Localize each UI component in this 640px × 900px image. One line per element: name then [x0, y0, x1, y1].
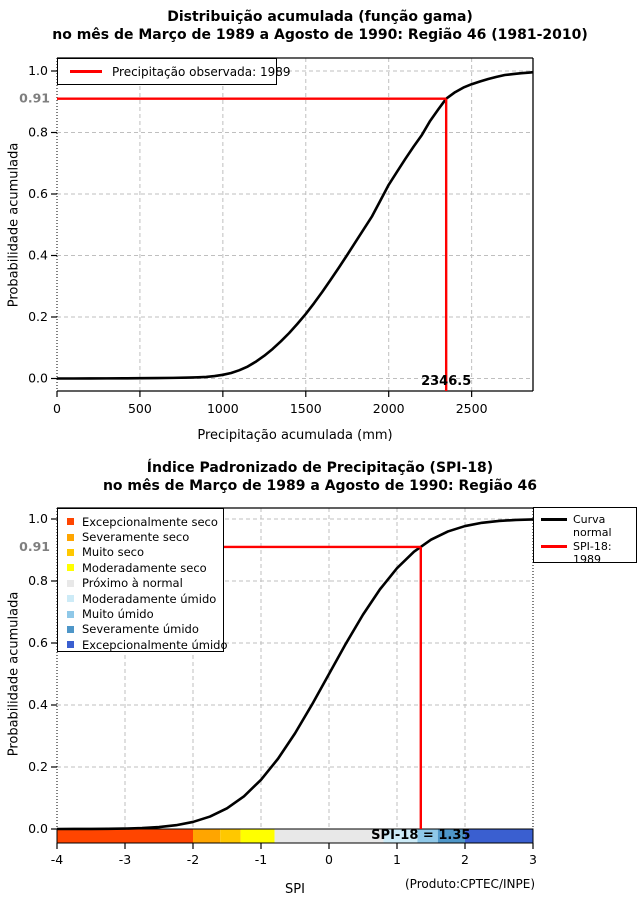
category-legend-item: [67, 591, 223, 606]
category-color-swatch: [67, 611, 74, 618]
category-legend-item: [67, 560, 223, 575]
y-tick-label: 0.2: [28, 759, 48, 774]
spi-colorbar-band: [241, 829, 275, 843]
x-tick-label: 2: [461, 852, 469, 867]
spi-value-annotation: SPI-18 = 1.35: [371, 828, 471, 843]
category-legend-label: Excepcionalmente úmido: [82, 637, 228, 652]
x-tick-label: 2500: [455, 401, 488, 416]
x-tick-label: 500: [127, 401, 152, 416]
category-color-swatch: [67, 534, 74, 541]
y-tick-label: 0.8: [28, 124, 48, 140]
bottom-chart-title-line1: Índice Padronizado de Precipitação (SPI-18): [146, 460, 494, 476]
y-tick-label: 1.0: [28, 511, 48, 526]
category-legend-label: Excepcionalmente seco: [82, 514, 218, 529]
y-tick-label: 0.8: [28, 573, 48, 588]
spi-legend-label: SPI-18: 1989: [573, 540, 612, 566]
bottom-x-axis-label: SPI: [285, 882, 305, 897]
top-chart-title-line1: Distribuição acumulada (função gama): [167, 9, 473, 25]
spi-colorbar-band: [465, 829, 533, 843]
y-tick-label: 0.4: [28, 247, 48, 263]
normal-curve-legend-item: [541, 513, 636, 539]
normal-curve-legend-line: [541, 518, 567, 521]
x-tick-label: 1: [393, 852, 401, 867]
spi-legend-line: [541, 545, 567, 548]
category-legend-item: [67, 529, 223, 544]
y-tick-label: 0.0: [28, 821, 48, 836]
category-color-swatch: [67, 641, 74, 648]
spi-colorbar-band: [57, 829, 193, 843]
spi-colorbar-band: [275, 829, 384, 843]
x-tick-label: -4: [50, 852, 64, 867]
x-tick-label: 0: [53, 401, 61, 416]
observed-precip-legend-line: [70, 70, 102, 73]
top-y-axis-label: Probabilidade acumulada: [6, 142, 22, 308]
y-tick-label: 0.6: [28, 635, 48, 650]
category-legend-item: [67, 514, 223, 529]
category-color-swatch: [67, 580, 74, 587]
category-color-swatch: [67, 564, 74, 571]
x-tick-label: 1500: [289, 401, 322, 416]
spi-category-legend-box: [57, 508, 228, 652]
y-tick-label: 0.6: [28, 186, 48, 201]
category-legend-label: Muito seco: [82, 545, 145, 560]
bottom-y-axis-label: Probabilidade acumulada: [6, 591, 22, 757]
category-legend-label: Moderadamente seco: [82, 560, 207, 575]
x-tick-label: 3: [529, 852, 537, 867]
prob-091-label-top: 0.91: [19, 90, 50, 106]
spi-colorbar-band: [193, 829, 220, 843]
top-x-axis-label: Precipitação acumulada (mm): [197, 428, 393, 443]
observed-precip-legend-label: Precipitação observada: 1989: [112, 64, 291, 79]
category-legend-item: [67, 606, 223, 621]
category-legend-item: [67, 637, 228, 652]
x-tick-label: -2: [186, 852, 200, 867]
category-legend-item: [67, 545, 223, 560]
spi-legend-item: [541, 540, 636, 566]
product-credit: (Produto:CPTEC/INPE): [405, 877, 535, 891]
category-legend-item: [67, 576, 223, 591]
top-chart-title-line2: no mês de Março de 1989 a Agosto de 1990: Região 46 (1981-2010): [52, 27, 588, 43]
category-legend-label: Próximo à normal: [82, 576, 183, 591]
x-tick-label: 0: [325, 852, 333, 867]
category-color-swatch: [67, 518, 74, 525]
category-legend-label: Muito úmido: [82, 607, 154, 622]
x-tick-label: -1: [254, 852, 268, 867]
bottom-chart-title-line2: no mês de Março de 1989 a Agosto de 1990: Região 46: [102, 478, 538, 494]
x-tick-label: 2000: [372, 401, 405, 416]
top-highlight-value-label: 2346.5: [421, 374, 472, 389]
gamma-cdf-curve: [57, 72, 533, 378]
y-tick-label: 0.2: [28, 309, 48, 324]
normal-curve-legend-label: Curva normal: [573, 513, 612, 539]
y-tick-label: 0.4: [28, 697, 48, 712]
category-color-swatch: [67, 626, 74, 633]
category-legend-label: Moderadamente úmido: [82, 591, 217, 606]
category-legend-label: Severamente seco: [82, 530, 190, 545]
x-tick-label: 1000: [206, 401, 239, 416]
y-tick-label: 0.0: [28, 370, 48, 386]
bottom-right-legend-box: [533, 507, 637, 566]
x-tick-label: -3: [118, 852, 132, 867]
spi-colorbar-band: [220, 829, 240, 843]
category-color-swatch: [67, 549, 74, 556]
category-legend-item: [67, 622, 223, 637]
category-legend-label: Severamente úmido: [82, 622, 199, 637]
top-legend-box: [57, 58, 291, 85]
y-tick-label: 1.0: [28, 63, 48, 78]
prob-091-label-bottom: 0.91: [19, 538, 50, 554]
category-color-swatch: [67, 595, 74, 602]
